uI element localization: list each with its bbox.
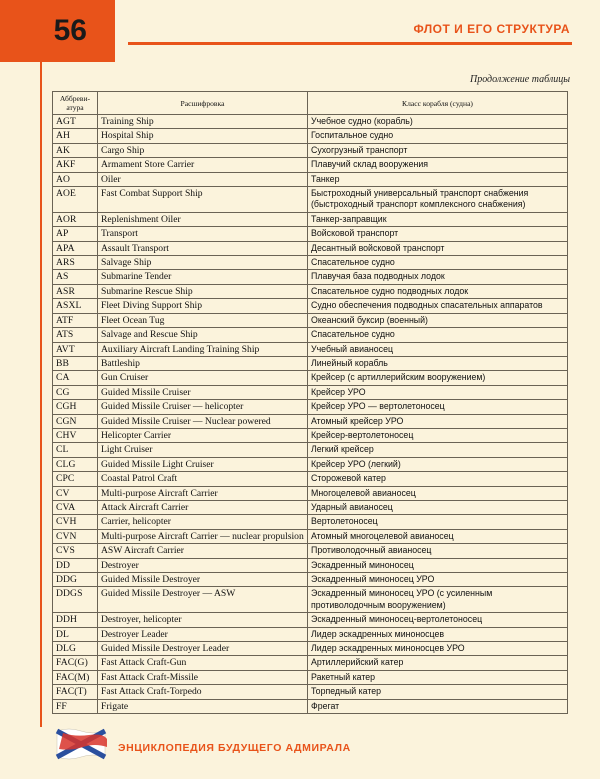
cell-ship-class: Фрегат [308,699,568,713]
table-row [53,414,568,428]
table-row [53,544,568,558]
cell-decoding: Fast Attack Craft-Gun [98,656,308,670]
cell-ship-class: Атомный крейсер УРО [308,414,568,428]
cell-abbreviation: AKF [53,158,98,172]
cell-ship-class: Крейсер УРО — вертолетоносец [308,400,568,414]
cell-ship-class: Крейсер УРО [308,385,568,399]
table-row [53,284,568,298]
cell-decoding: ASW Aircraft Carrier [98,544,308,558]
cell-abbreviation: ARS [53,256,98,270]
table-row [53,670,568,684]
table-row [53,400,568,414]
cell-abbreviation: FAC(T) [53,685,98,699]
cell-ship-class: Артиллерийский катер [308,656,568,670]
cell-abbreviation: CVN [53,529,98,543]
cell-abbreviation: AK [53,143,98,157]
cell-abbreviation: ATS [53,328,98,342]
cell-abbreviation: CVA [53,500,98,514]
cell-ship-class: Госпитальное судно [308,129,568,143]
cell-decoding: Fleet Diving Support Ship [98,299,308,313]
cell-ship-class: Судно обеспечения подводных спасательных аппаратов [308,299,568,313]
cell-decoding: Guided Missile Cruiser — helicopter [98,400,308,414]
cell-ship-class: Легкий крейсер [308,443,568,457]
cell-abbreviation: FAC(G) [53,656,98,670]
st-andrew-naval-flag-icon [55,727,107,763]
cell-decoding: Destroyer [98,558,308,572]
column-header-decoding: Расшифровка [98,92,308,115]
table-row [53,172,568,186]
table-row [53,143,568,157]
table-row [53,515,568,529]
table-row [53,299,568,313]
table-row [53,313,568,327]
table-row [53,500,568,514]
cell-decoding: Guided Missile Destroyer Leader [98,642,308,656]
cell-decoding: Fleet Ocean Tug [98,313,308,327]
cell-abbreviation: DL [53,627,98,641]
cell-decoding: Submarine Rescue Ship [98,284,308,298]
table-row [53,129,568,143]
cell-abbreviation: ATF [53,313,98,327]
cell-abbreviation: CA [53,371,98,385]
cell-decoding: Guided Missile Light Cruiser [98,457,308,471]
side-divider [40,62,42,727]
cell-decoding: Guided Missile Cruiser [98,385,308,399]
cell-ship-class: Крейсер (с артиллерийским вооружением) [308,371,568,385]
cell-abbreviation: DDGS [53,587,98,613]
cell-ship-class: Атомный многоцелевой авианосец [308,529,568,543]
cell-ship-class: Спасательное судно [308,328,568,342]
table-row [53,642,568,656]
cell-abbreviation: AOR [53,212,98,226]
column-header-abbr: Аббреви-атура [53,92,98,115]
cell-abbreviation: CVS [53,544,98,558]
cell-abbreviation: AO [53,172,98,186]
cell-abbreviation: AVT [53,342,98,356]
cell-ship-class: Крейсер УРО (легкий) [308,457,568,471]
cell-abbreviation: CLG [53,457,98,471]
cell-ship-class: Ракетный катер [308,670,568,684]
cell-abbreviation: AP [53,227,98,241]
cell-decoding: Fast Combat Support Ship [98,187,308,213]
table-row [53,385,568,399]
cell-decoding: Fast Attack Craft-Torpedo [98,685,308,699]
cell-decoding: Attack Aircraft Carrier [98,500,308,514]
cell-abbreviation: AH [53,129,98,143]
table-row [53,428,568,442]
table-header-row [53,92,568,115]
cell-decoding: Battleship [98,356,308,370]
cell-decoding: Fast Attack Craft-Missile [98,670,308,684]
table-row [53,486,568,500]
table-row [53,187,568,213]
cell-abbreviation: FF [53,699,98,713]
column-header-ship-class: Класс корабля (судна) [308,92,568,115]
cell-decoding: Cargo Ship [98,143,308,157]
table-row [53,573,568,587]
table-row [53,227,568,241]
cell-ship-class: Войсковой транспорт [308,227,568,241]
cell-abbreviation: CPC [53,472,98,486]
table-row [53,256,568,270]
cell-decoding: Destroyer Leader [98,627,308,641]
table-row [53,699,568,713]
abbreviation-table [52,91,568,714]
cell-abbreviation: DD [53,558,98,572]
cell-ship-class: Эскадренный миноносец [308,558,568,572]
header-divider [128,42,572,45]
cell-decoding: Assault Transport [98,241,308,255]
cell-decoding: Helicopter Carrier [98,428,308,442]
cell-ship-class: Многоцелевой авианосец [308,486,568,500]
cell-decoding: Salvage and Rescue Ship [98,328,308,342]
cell-decoding: Training Ship [98,115,308,129]
cell-ship-class: Эскадренный миноносец УРО (с усиленным противолодочным вооружением) [308,587,568,613]
cell-abbreviation: CVH [53,515,98,529]
table-row [53,457,568,471]
table-row [53,472,568,486]
cell-abbreviation: BB [53,356,98,370]
table-row [53,656,568,670]
cell-decoding: Replenishment Oiler [98,212,308,226]
section-title: ФЛОТ И ЕГО СТРУКТУРА [413,22,570,36]
cell-abbreviation: AGT [53,115,98,129]
cell-abbreviation: DDG [53,573,98,587]
table-row [53,587,568,613]
cell-decoding: Multi-purpose Aircraft Carrier [98,486,308,500]
table-row [53,342,568,356]
cell-ship-class: Линейный корабль [308,356,568,370]
cell-ship-class: Сторожевой катер [308,472,568,486]
table-row [53,685,568,699]
cell-ship-class: Лидер эскадренных миноносцев УРО [308,642,568,656]
cell-decoding: Hospital Ship [98,129,308,143]
footer-title: ЭНЦИКЛОПЕДИЯ БУДУЩЕГО АДМИРАЛА [118,742,351,754]
cell-ship-class: Океанский буксир (военный) [308,313,568,327]
cell-decoding: Auxiliary Aircraft Landing Training Ship [98,342,308,356]
table-row [53,115,568,129]
cell-ship-class: Торпедный катер [308,685,568,699]
cell-decoding: Oiler [98,172,308,186]
cell-abbreviation: CGN [53,414,98,428]
cell-ship-class: Сухогрузный транспорт [308,143,568,157]
cell-ship-class: Танкер-заправщик [308,212,568,226]
cell-ship-class: Учебный авианосец [308,342,568,356]
cell-decoding: Submarine Tender [98,270,308,284]
table-row [53,158,568,172]
table-row [53,241,568,255]
cell-ship-class: Крейсер-вертолетоносец [308,428,568,442]
cell-decoding: Carrier, helicopter [98,515,308,529]
cell-decoding: Light Cruiser [98,443,308,457]
cell-abbreviation: CGH [53,400,98,414]
cell-decoding: Gun Cruiser [98,371,308,385]
cell-ship-class: Спасательное судно [308,256,568,270]
cell-decoding: Guided Missile Destroyer — ASW [98,587,308,613]
cell-decoding: Multi-purpose Aircraft Carrier — nuclear propulsion [98,529,308,543]
table-row [53,371,568,385]
table-row [53,270,568,284]
cell-abbreviation: CL [53,443,98,457]
cell-abbreviation: ASXL [53,299,98,313]
cell-ship-class: Эскадренный миноносец УРО [308,573,568,587]
cell-decoding: Coastal Patrol Craft [98,472,308,486]
cell-ship-class: Учебное судно (корабль) [308,115,568,129]
cell-ship-class: Эскадренный миноносец-вертолетоносец [308,613,568,627]
cell-abbreviation: DLG [53,642,98,656]
cell-abbreviation: CG [53,385,98,399]
cell-abbreviation: FAC(M) [53,670,98,684]
cell-ship-class: Противолодочный авианосец [308,544,568,558]
cell-ship-class: Десантный войсковой транспорт [308,241,568,255]
cell-abbreviation: CHV [53,428,98,442]
cell-ship-class: Танкер [308,172,568,186]
cell-ship-class: Плавучая база подводных лодок [308,270,568,284]
cell-decoding: Armament Store Carrier [98,158,308,172]
cell-decoding: Salvage Ship [98,256,308,270]
cell-abbreviation: DDH [53,613,98,627]
cell-decoding: Transport [98,227,308,241]
cell-decoding: Frigate [98,699,308,713]
cell-ship-class: Вертолетоносец [308,515,568,529]
cell-ship-class: Быстроходный универсальный транспорт снабжения (быстроходный транспорт комплексного снабжения) [308,187,568,213]
cell-abbreviation: CV [53,486,98,500]
table-caption: Продолжение таблицы [469,74,570,85]
cell-ship-class: Спасательное судно подводных лодок [308,284,568,298]
table-row [53,627,568,641]
page-number: 56 [0,0,115,62]
cell-decoding: Guided Missile Destroyer [98,573,308,587]
table-row [53,529,568,543]
cell-abbreviation: AS [53,270,98,284]
cell-abbreviation: AOE [53,187,98,213]
table-row [53,212,568,226]
table-row [53,356,568,370]
table-row [53,558,568,572]
cell-ship-class: Ударный авианосец [308,500,568,514]
cell-decoding: Guided Missile Cruiser — Nuclear powered [98,414,308,428]
cell-decoding: Destroyer, helicopter [98,613,308,627]
cell-ship-class: Лидер эскадренных миноносцев [308,627,568,641]
cell-ship-class: Плавучий склад вооружения [308,158,568,172]
cell-abbreviation: ASR [53,284,98,298]
table-row [53,328,568,342]
table-row [53,443,568,457]
table-row [53,613,568,627]
cell-abbreviation: APA [53,241,98,255]
